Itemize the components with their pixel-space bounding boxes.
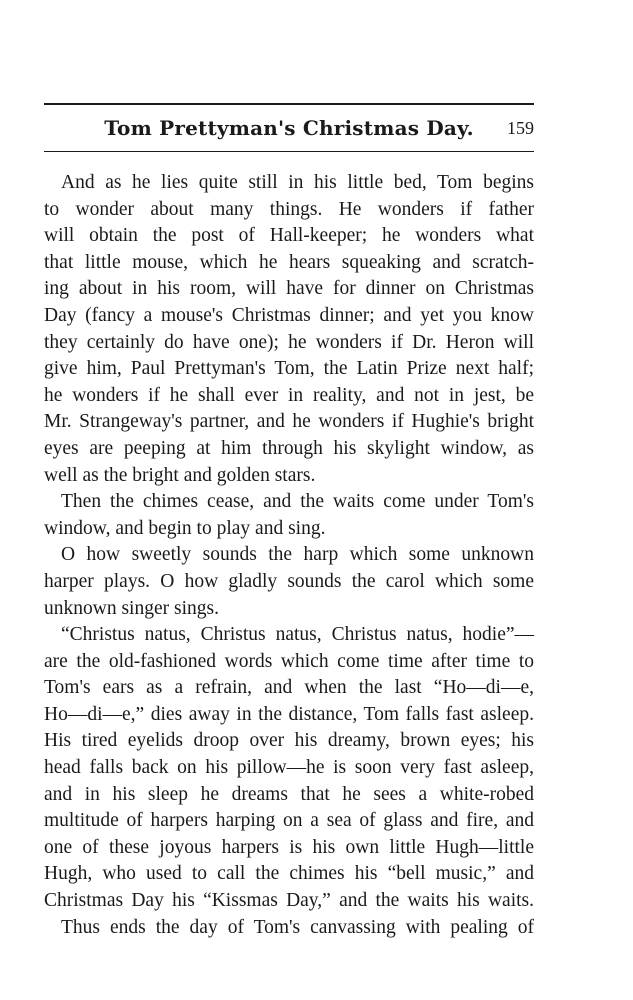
page-number: 159	[507, 118, 534, 138]
text-line: ing about in his room, will have for dinner on Christmas	[44, 278, 534, 300]
text-line: multitude of harpers harping on a sea of glass and fire, and	[44, 810, 534, 832]
text-line: head falls back on his pillow—he is soon very fast asleep,	[44, 757, 534, 779]
header-rule-top	[44, 103, 534, 105]
text-line: one of these joyous harpers is his own little Hugh—little	[44, 836, 534, 858]
text-line: are the old-fashioned words which come time after time to	[44, 650, 534, 672]
text-line: Tom's ears as a refrain, and when the last “Ho—di—e,	[44, 677, 534, 699]
text-line: and in his sleep he dreams that he sees a white-robed	[44, 783, 534, 805]
header-rule-bottom	[44, 151, 534, 152]
running-title: Tom Prettyman's Christmas Day.	[104, 116, 474, 140]
text-line: Hugh, who used to call the chimes his “bell music,” and	[44, 863, 534, 885]
text-line: Day (fancy a mouse's Christmas dinner; and yet you know	[44, 304, 534, 326]
text-line: unknown singer sings.	[44, 597, 219, 619]
text-line: they certainly do have one); he wonders if Dr. Heron will	[44, 331, 534, 353]
text-line: that little mouse, which he hears squeaking and scratch-	[44, 251, 534, 273]
text-line: “Christus natus, Christus natus, Christus natus, hodie”—	[61, 624, 534, 646]
running-head	[44, 112, 534, 146]
text-line: And as he lies quite still in his little bed, Tom begins	[61, 172, 534, 193]
text-line: O how sweetly sounds the harp which some unknown	[61, 544, 534, 566]
text-line: will obtain the post of Hall-keeper; he wonders what	[44, 225, 534, 247]
text-line: Thus ends the day of Tom's canvassing with pealing of	[61, 916, 534, 938]
text-line: he wonders if he shall ever in reality, and not in jest, be	[44, 384, 534, 406]
paragraph	[44, 542, 534, 622]
text-line: well as the bright and golden stars.	[44, 464, 316, 486]
paragraph	[44, 170, 534, 489]
text-line: Mr. Strangeway's partner, and he wonders if Hughie's bright	[44, 411, 534, 433]
paragraph	[44, 622, 534, 915]
text-line: His tired eyelids droop over his dreamy, brown eyes; his	[44, 730, 534, 752]
text-line: eyes are peeping at him through his skylight window, as	[44, 437, 534, 459]
text-line: give him, Paul Prettyman's Tom, the Latin Prize next half;	[44, 358, 534, 380]
text-line: Ho—di—e,” dies away in the distance, Tom falls fast asleep.	[44, 703, 534, 725]
body-text	[44, 170, 534, 941]
paragraph	[44, 489, 534, 542]
text-line: Christmas Day his “Kissmas Day,” and the waits his waits.	[44, 890, 534, 912]
paragraph	[44, 915, 534, 942]
text-line: Then the chimes cease, and the waits come under Tom's	[61, 491, 534, 513]
text-line: window, and begin to play and sing.	[44, 517, 326, 539]
text-line: harper plays. O how gladly sounds the carol which some	[44, 570, 534, 592]
text-line: to wonder about many things. He wonders if father	[44, 198, 534, 220]
